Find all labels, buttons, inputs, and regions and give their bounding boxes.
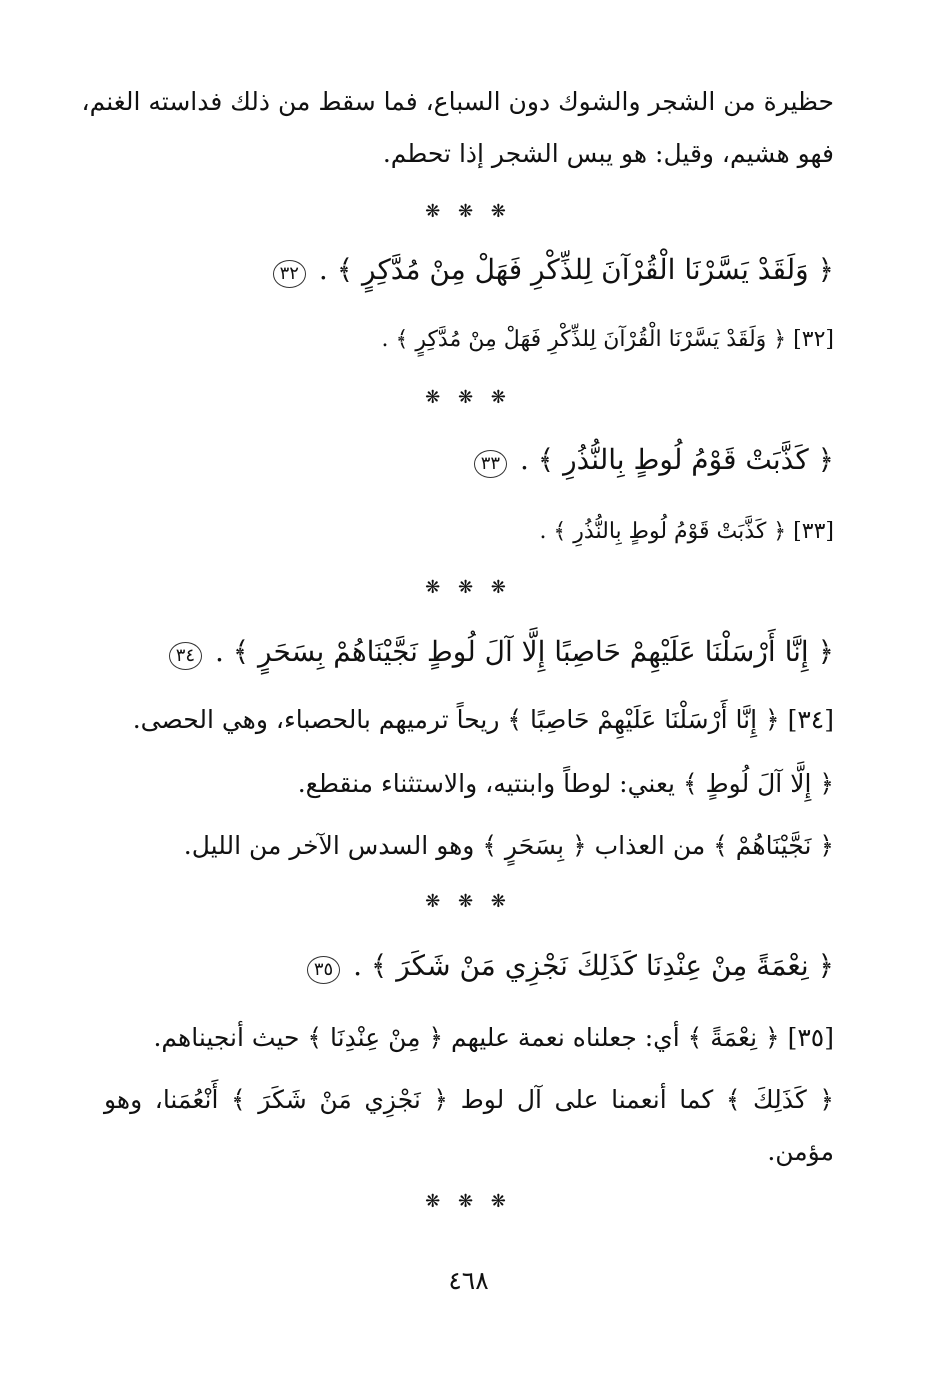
section-separator: ❋ ❋ ❋ [425, 891, 512, 912]
section-separator: ❋ ❋ ❋ [425, 387, 512, 408]
section-separator: ❋ ❋ ❋ [425, 577, 512, 598]
verse-32-text: ﴿ وَلَقَدْ يَسَّرْنَا الْقُرْآنَ لِلذِّكْرِ فَهَلْ مِنْ مُدَّكِرٍ ﴾ . [318, 253, 834, 286]
verse-33-text: ﴿ كَذَّبَتْ قَوْمُ لُوطٍ بِالنُّذُرِ ﴾ . [519, 443, 834, 476]
verse-35 [104, 946, 834, 986]
verse-34-text: ﴿ إِنَّا أَرْسَلْنَا عَلَيْهِمْ حَاصِبًا إِلَّا آلَ لُوطٍ نَجَّيْنَاهُمْ بِسَحَرٍ ﴾ . [214, 635, 834, 668]
section-separator: ❋ ❋ ❋ [425, 1191, 512, 1212]
note-33: [٣٣] ﴿ كَذَّبَتْ قَوْمُ لُوطٍ بِالنُّذُرِ ﴾ . [539, 519, 834, 544]
note-34-line-2: ﴿ إِلَّا آلَ لُوطٍ ﴾ يعني: لوطاً وابنتيه، والاستثناء منقطع. [297, 769, 834, 798]
ayah-number-34: ٣٤ [169, 642, 202, 670]
ayah-number-32: ٣٢ [273, 260, 306, 288]
section-separator: ❋ ❋ ❋ [425, 201, 512, 222]
note-34-line-3: ﴿ نَجَّيْنَاهُمْ ﴾ من العذاب ﴿ بِسَحَرٍ ﴾ وهو السدس الآخر من الليل. [183, 831, 834, 860]
verse-32 [104, 250, 834, 290]
ayah-number-33: ٣٣ [474, 450, 507, 478]
note-35-line-2: ﴿ كَذَلِكَ ﴾ كما أنعمنا على آل لوط ﴿ نَجْزِي مَنْ شَكَرَ ﴾ أَنْعُمَنا، وهو [104, 1085, 834, 1114]
note-34-line-1: [٣٤] ﴿ إِنَّا أَرْسَلْنَا عَلَيْهِمْ حَاصِبًا ﴾ ريحاً ترميهم بالحصباء، وهي الحصى. [132, 705, 834, 734]
verse-33 [104, 440, 834, 480]
paragraph-line-1: حظيرة من الشجر والشوك دون السباع، فما سقط من ذلك فداسته الغنم، [81, 87, 834, 116]
ayah-number-35: ٣٥ [307, 956, 340, 984]
paragraph-line-2: فهو هشيم، وقيل: هو يبس الشجر إذا تحطم. [382, 139, 834, 168]
note-32: [٣٢] ﴿ وَلَقَدْ يَسَّرْنَا الْقُرْآنَ لِلذِّكْرِ فَهَلْ مِنْ مُدَّكِرٍ ﴾ . [381, 327, 834, 352]
page-number: ٤٦٨ [448, 1266, 489, 1295]
note-35-line-3: مؤمن. [767, 1137, 834, 1166]
verse-35-text: ﴿ نِعْمَةً مِنْ عِنْدِنَا كَذَلِكَ نَجْزِي مَنْ شَكَرَ ﴾ . [353, 949, 834, 982]
note-35-line-1: [٣٥] ﴿ نِعْمَةً ﴾ أي: جعلناه نعمة عليهم ﴿ مِنْ عِنْدِنَا ﴾ حيث أنجيناهم. [153, 1023, 834, 1052]
verse-34 [104, 632, 834, 672]
